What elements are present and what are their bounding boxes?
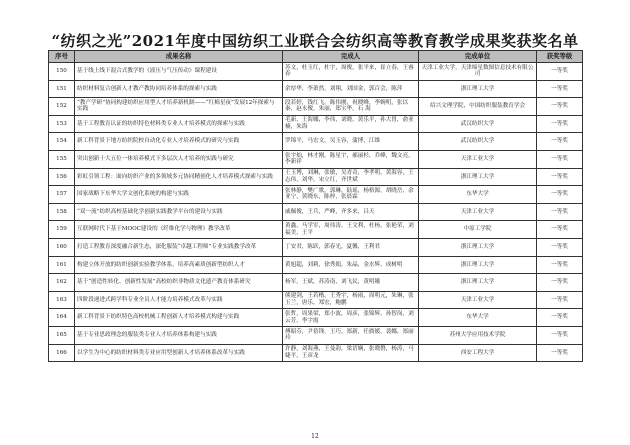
header-level: 获奖等级: [537, 51, 583, 63]
table-row: [49, 309, 583, 327]
row-number: 166: [49, 344, 75, 362]
table-row: [49, 256, 583, 274]
award-level: 一等奖: [537, 98, 583, 116]
institution: 东华大学: [419, 309, 537, 327]
award-level: 一等奖: [537, 274, 583, 292]
contributors: 张哲，周果梁，郑小波，周彦，张锦辉，孙智岗，刘云芳，李宇霞: [283, 309, 419, 327]
award-table: [48, 50, 583, 362]
table-row: [49, 326, 583, 344]
contributors: 段若婷，钱红飞，陈伟刚，祝晓峰，李婉明，张以秦，赵永俊，朱丽，郑宝华，石 海: [283, 98, 419, 116]
achievement-name: 突出创新十大五位一体培养模式下多层次人才培养的实践与研究: [75, 150, 283, 168]
achievement-name: 互联网时代下基于MOOC建设的《纤维化学与物理》教学改革: [75, 221, 283, 239]
table-row: [49, 115, 583, 133]
row-number: 161: [49, 256, 75, 274]
table-row: [49, 221, 583, 239]
institution: 浙江理工大学: [419, 238, 537, 256]
header-unit: 完成单位: [419, 51, 537, 63]
institution: 天津工业大学: [419, 150, 537, 168]
achievement-name: 基于“创造性转化、创新性发展”高校纺织非物质文化遗产教育体系研究: [75, 274, 283, 292]
award-level: 一等奖: [537, 168, 583, 186]
contributors: 杨军，王斌，苏涛南，刘飞民，黄明娥: [283, 274, 419, 292]
award-level: 一等奖: [537, 115, 583, 133]
award-level: 一等奖: [537, 238, 583, 256]
award-level: 一等奖: [537, 63, 583, 81]
page-number: 12: [311, 433, 319, 440]
row-number: 163: [49, 291, 75, 309]
achievement-name: 基于专业思政理念的服装类专业人才培养体系构建与实践: [75, 326, 283, 344]
institution: 东华大学: [419, 186, 537, 204]
table-row: [49, 63, 583, 81]
achievement-name: “双一流”纺织高校基础化学创新实践教学平台的建设与实践: [75, 203, 283, 221]
table-row: [49, 344, 583, 362]
contributors: 王玉博，刘琳，张敏，吴青奇，李孝明，黄海容，王志伟，刘华，宋立红，齐世斌: [283, 168, 419, 186]
contributors: 许静，刘海燕，王曼韵，梁语娴，张晓磐，杨涛，马婕平，王彦龙: [283, 344, 419, 362]
header-no: 序号: [49, 51, 75, 63]
achievement-name: 新工科背景下地方纺织院校自动化专业人才培养模式的研究与实践: [75, 133, 283, 151]
contributors: 罗锦平，马宏文，吴玉容，蒲博，江维: [283, 133, 419, 151]
header-row: [49, 51, 583, 63]
institution: 绍兴文理学院，中国纺织服装教育学会: [419, 98, 537, 116]
achievement-name: 基于工程教育认证的纺织特色材料类专业人才培养模式的探索与实践: [75, 115, 283, 133]
award-level: 一等奖: [537, 150, 583, 168]
contributors: 张林静，樊广歌，郭琳，陆瑶，杨格源，胡晓岳，余亚宁，黄晓东，陈梓，张晨霖: [283, 186, 419, 204]
table-row: [49, 150, 583, 168]
institution: 天津工业大学: [419, 291, 537, 309]
institution: 浙江理工大学: [419, 274, 537, 292]
document-title: “纺织之光”2021年度中国纺织工业联合会纺织高等教育教学成果奖获奖名单: [51, 32, 579, 50]
award-level: 一等奖: [537, 80, 583, 98]
row-number: 162: [49, 274, 75, 292]
row-number: 155: [49, 150, 75, 168]
row-number: 164: [49, 309, 75, 327]
contributors: 黄鑫，马学军，周伟涛，王文利，杜杨，张艳荣，刘福美，王平: [283, 221, 419, 239]
header-name: 成果名称: [75, 51, 283, 63]
contributors: 黄旭超，刘莉，徐秀娟，朱晶，金水辉，成树明: [283, 256, 419, 274]
institution: 浙江理工大学: [419, 168, 537, 186]
table-row: [49, 186, 583, 204]
award-level: 一等奖: [537, 203, 583, 221]
contributors: 毛新，王海娜，李伟，刘晓，黄乐平，孙大胃，俞亚楠，朱海: [283, 115, 419, 133]
award-level: 一等奖: [537, 133, 583, 151]
award-level: 一等奖: [537, 309, 583, 327]
contributors: 张宇灿，林才刚，陈星宇，郝丽杉，乔峰，魏文亮，李新祥: [283, 150, 419, 168]
award-level: 一等奖: [537, 344, 583, 362]
achievement-name: 国家战略下东华大学文创化系统的构建与实践: [75, 186, 283, 204]
table-body: [49, 63, 583, 362]
row-number: 158: [49, 203, 75, 221]
contributors: 丁安君，陈跃，郭春光，夏馨，王利君: [283, 238, 419, 256]
contributors: 余厚华，李萧然，刘翔，刘国金，郭百会，陈萍: [283, 80, 419, 98]
row-number: 154: [49, 133, 75, 151]
contributors: 傅昭芬，尹蓓锋，王巧，郑新，任旖媛，裴娜，郑丽玲: [283, 326, 419, 344]
award-level: 一等奖: [537, 186, 583, 204]
achievement-name: 以学生为中心的纺织材料类专业应用型创新人才培养体系改革与实践: [75, 344, 283, 362]
institution: 中原工学院: [419, 221, 537, 239]
award-level: 一等奖: [537, 291, 583, 309]
row-number: 160: [49, 238, 75, 256]
institution: 天津工业大学，天津缔星数图信息技术有限公司: [419, 63, 537, 81]
institution: 苏州大学应用技术学院: [419, 326, 537, 344]
contributors: 熊建剑，王若楷，王秀宇，杨雨，周明元，朱琳，张玉兰，唐乐，郑宏，鲍鹏: [283, 291, 419, 309]
institution: 武汉纺织大学: [419, 115, 537, 133]
institution: 浙江理工大学: [419, 80, 537, 98]
table-row: [49, 98, 583, 116]
achievement-name: 构建立体开放的纺织创新实验教学体系，培养高素质创新型纺织人才: [75, 256, 283, 274]
row-number: 157: [49, 186, 75, 204]
institution: 武汉纺织大学: [419, 133, 537, 151]
row-number: 151: [49, 80, 75, 98]
award-level: 一等奖: [537, 221, 583, 239]
row-number: 156: [49, 168, 75, 186]
achievement-name: “教产学研”协同构建纺织应用型人才培养新机制——“红棉星夜”发展12年探索与实践: [75, 98, 283, 116]
header-people: 完成人: [283, 51, 419, 63]
table-row: [49, 133, 583, 151]
award-level: 一等奖: [537, 256, 583, 274]
institution: 天津工业大学: [419, 203, 537, 221]
contributors: 戚佩俊，王兵，严峰，齐多来，吕天: [283, 203, 419, 221]
institution: 西安工程大学: [419, 344, 537, 362]
institution: 浙江理工大学: [419, 256, 537, 274]
row-number: 165: [49, 326, 75, 344]
table-row: [49, 238, 583, 256]
contributors: 苏文，杜玉红，杜宇，周俊，张平来，崔立春，王睿春: [283, 63, 419, 81]
table-row: [49, 291, 583, 309]
achievement-name: 打造工程教育深度融合新生态，深化服装“卓越工程师”专业实践教学改革: [75, 238, 283, 256]
achievement-name: 基于线上线下混合式教学的《液压与气压传动》课程建设: [75, 63, 283, 81]
row-number: 152: [49, 98, 75, 116]
row-number: 153: [49, 115, 75, 133]
table-row: [49, 80, 583, 98]
achievement-name: 彩虹引领工程：面向纺织产业的多领域多元协同精创化人才培养模式探索与实践: [75, 168, 283, 186]
achievement-name: 新工科背景下纺织特色高校机械工程创新人才培养模式构建与实践: [75, 309, 283, 327]
table-header: [49, 51, 583, 63]
table-row: [49, 274, 583, 292]
row-number: 150: [49, 63, 75, 81]
row-number: 159: [49, 221, 75, 239]
achievement-name: 纺织材料复合创新人才教产教协同培养体系的探索与实践: [75, 80, 283, 98]
table-row: [49, 203, 583, 221]
table-row: [49, 168, 583, 186]
award-level: 一等奖: [537, 326, 583, 344]
achievement-name: 四阶段递进式跨学科专业全员人才能力培养模式改革与实践: [75, 291, 283, 309]
